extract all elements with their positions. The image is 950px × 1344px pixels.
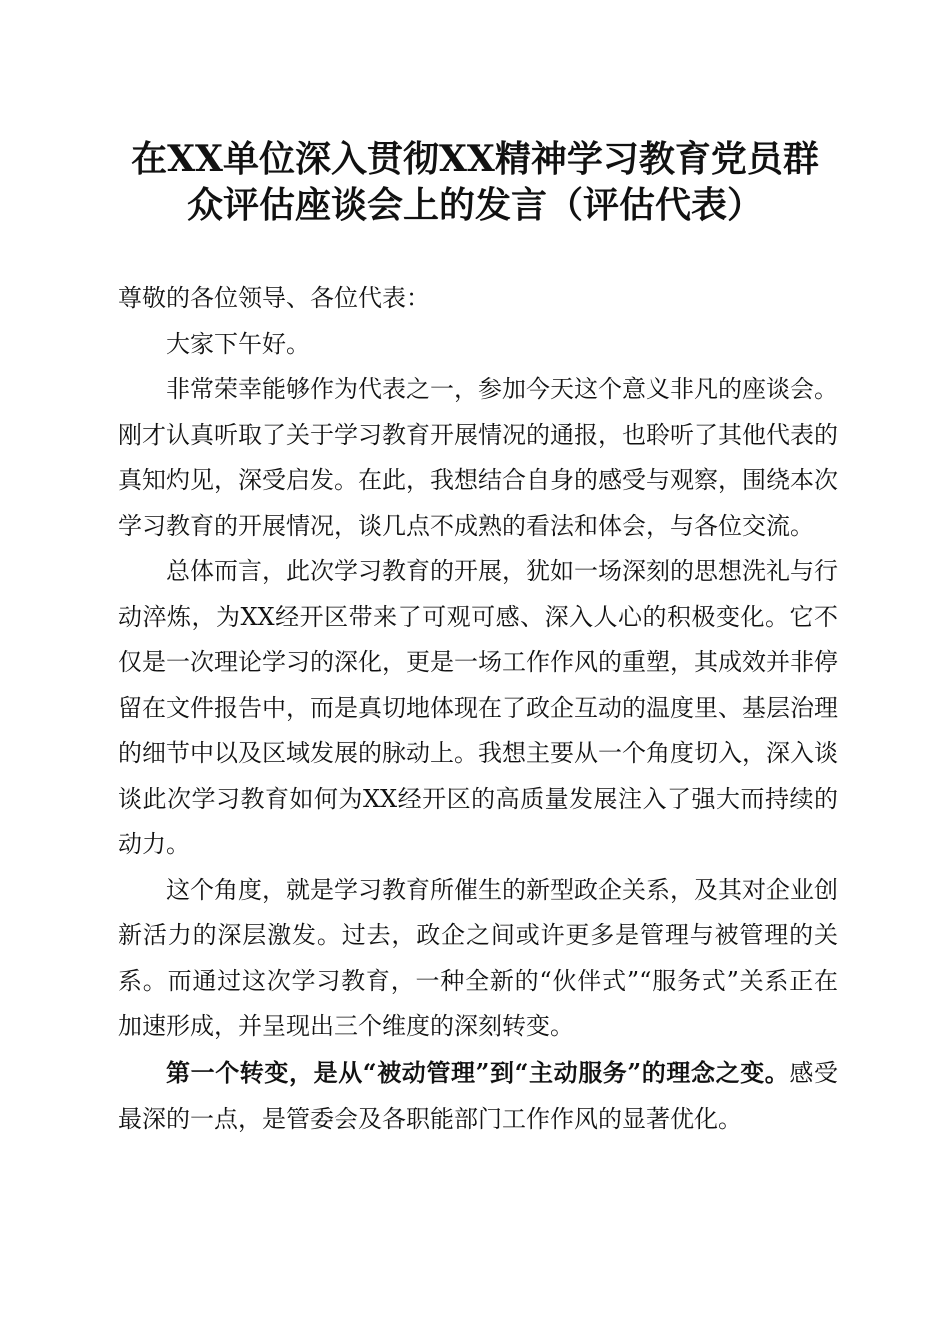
paragraph-overview: 总体而言，此次学习教育的开展，犹如一场深刻的思想洗礼与行动淬炼，为XX经开区带来了可观可感、深入人心的积极变化。它不仅是一次理论学习的深化，更是一场工作作风的重塑，其成效并非停留在文件报告中，而是真切地体现在了政企互动的温度里、基层治理的细节中以及区域发展的脉动上。我想主要从一个角度切入，深入谈谈此次学习教育如何为XX经开区的高质量发展注入了强大而持续的动力。 xyxy=(118,557,838,858)
greeting: 大家下午好。 xyxy=(166,329,310,358)
paragraph-first-change xyxy=(118,1050,838,1143)
title-line-1: 在XX单位深入贯彻XX精神学习教育党员群 xyxy=(131,138,819,180)
first-change-heading: 第一个转变，是从“被动管理”到“主动服务”的理念之变。 xyxy=(166,1057,790,1087)
document-body xyxy=(118,276,838,1143)
paragraph-angle: 这个角度，就是学习教育所催生的新型政企关系，及其对企业创新活力的深层激发。过去，政企之间或许更多是管理与被管理的关系。而通过这次学习教育，一种全新的“伙伴式”“服务式”关系正在加速形成，并呈现出三个维度的深刻转变。 xyxy=(118,875,838,1040)
salutation: 尊敬的各位领导、各位代表： xyxy=(118,284,430,312)
paragraph-intro: 非常荣幸能够作为代表之一，参加今天这个意义非凡的座谈会。刚才认真听取了关于学习教育开展情况的通报，也聆听了其他代表的真知灼见，深受启发。在此，我想结合自身的感受与观察，围绕本次学习教育的开展情况，谈几点不成熟的看法和体会，与各位交流。 xyxy=(118,375,838,540)
title-line-2: 众评估座谈会上的发言（评估代表） xyxy=(186,184,763,226)
first-change-text: 感受最深的一点，是管委会及各职能部门工作作风的显著优化。 xyxy=(118,1058,839,1133)
document-title xyxy=(100,136,850,228)
